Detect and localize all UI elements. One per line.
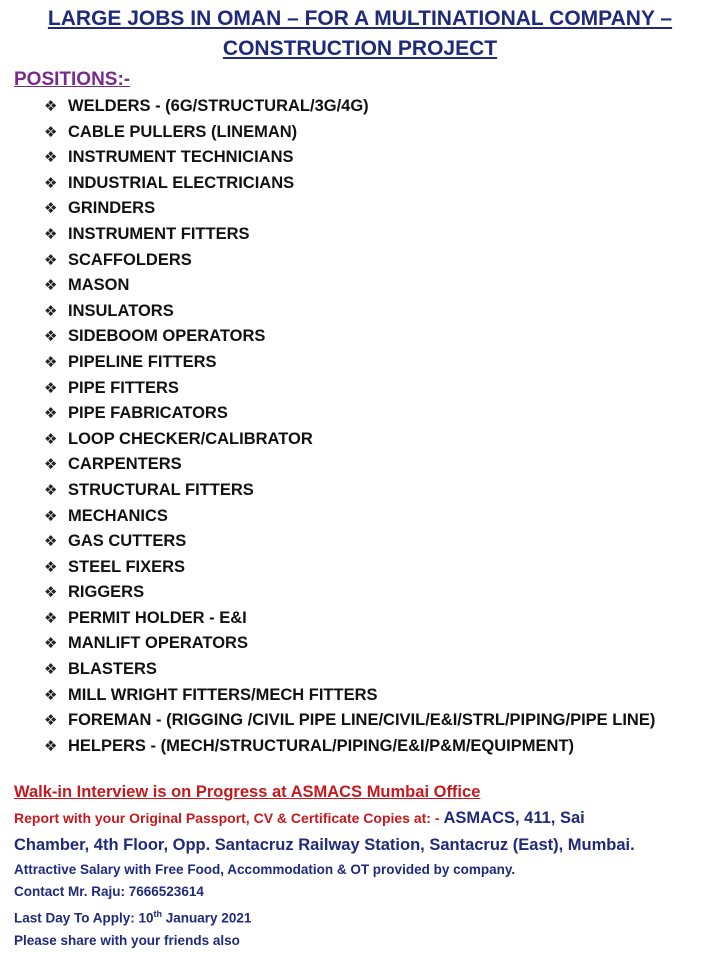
- diamond-bullet-icon: ❖: [44, 174, 58, 192]
- position-item: [44, 478, 720, 504]
- diamond-bullet-icon: ❖: [44, 507, 58, 525]
- position-label: MANLIFT OPERATORS: [68, 634, 248, 653]
- diamond-bullet-icon: ❖: [44, 481, 58, 499]
- position-label: CABLE PULLERS (LINEMAN): [68, 122, 298, 141]
- position-item: [44, 248, 720, 274]
- page-title: [10, 4, 710, 64]
- position-item: [44, 145, 720, 171]
- position-item: [44, 196, 720, 222]
- diamond-bullet-icon: ❖: [44, 328, 58, 346]
- diamond-bullet-icon: ❖: [44, 584, 58, 602]
- position-label: SIDEBOOM OPERATORS: [68, 327, 266, 346]
- last-day-suffix: January 2021: [162, 910, 252, 926]
- position-label: PIPELINE FITTERS: [68, 352, 217, 371]
- position-item: [44, 350, 720, 376]
- position-label: HELPERS - (MECH/STRUCTURAL/PIPING/E&I/P&M/EQUIPMENT): [68, 736, 575, 755]
- position-label: RIGGERS: [68, 583, 145, 602]
- position-label: INSTRUMENT TECHNICIANS: [68, 148, 294, 167]
- position-label: BLASTERS: [68, 660, 157, 679]
- position-item: [44, 222, 720, 248]
- report-prefix: Report with your Original Passport, CV & Certificate Copies at: -: [14, 810, 440, 827]
- diamond-bullet-icon: ❖: [44, 405, 58, 423]
- salary-info: Attractive Salary with Free Food, Accommodation & OT provided by company.: [14, 862, 516, 878]
- position-label: GAS CUTTERS: [68, 532, 187, 551]
- report-address-1: ASMACS, 411, Sai: [439, 809, 585, 828]
- report-instructions: [14, 805, 712, 859]
- walkin-notice: Walk-in Interview is on Progress at ASMACS Mumbai Office: [14, 783, 481, 802]
- last-day-sup: th: [153, 909, 163, 920]
- title-line-1: LARGE JOBS IN OMAN – FOR A MULTINATIONAL COMPANY –: [47, 7, 673, 30]
- position-label: INSULATORS: [68, 301, 174, 320]
- diamond-bullet-icon: ❖: [44, 277, 58, 295]
- position-label: INSTRUMENT FITTERS: [68, 224, 250, 243]
- diamond-bullet-icon: ❖: [44, 251, 58, 269]
- position-item: [44, 504, 720, 530]
- positions-heading: POSITIONS:-: [14, 69, 131, 90]
- diamond-bullet-icon: ❖: [44, 379, 58, 397]
- position-item: [44, 324, 720, 350]
- diamond-bullet-icon: ❖: [44, 149, 58, 167]
- positions-list: [0, 94, 720, 759]
- diamond-bullet-icon: ❖: [44, 661, 58, 679]
- title-line-2: CONSTRUCTION PROJECT: [222, 37, 498, 60]
- position-label: SCAFFOLDERS: [68, 250, 192, 269]
- share-note: Please share with your friends also: [14, 932, 240, 948]
- contact-info: Contact Mr. Raju: 7666523614: [14, 884, 204, 900]
- diamond-bullet-icon: ❖: [44, 533, 58, 551]
- position-item: [44, 171, 720, 197]
- footer: [0, 781, 720, 952]
- position-label: FOREMAN - (RIGGING /CIVIL PIPE LINE/CIVIL/E&I/STRL/PIPING/PIPE LINE): [68, 711, 656, 730]
- diamond-bullet-icon: ❖: [44, 686, 58, 704]
- position-label: GRINDERS: [68, 199, 156, 218]
- diamond-bullet-icon: ❖: [44, 353, 58, 371]
- last-day-prefix: Last Day To Apply: 10: [14, 910, 154, 926]
- diamond-bullet-icon: ❖: [44, 200, 58, 218]
- position-item: [44, 606, 720, 632]
- position-label: MASON: [68, 276, 130, 295]
- position-item: [44, 376, 720, 402]
- diamond-bullet-icon: ❖: [44, 430, 58, 448]
- position-item: [44, 734, 720, 760]
- diamond-bullet-icon: ❖: [44, 609, 58, 627]
- diamond-bullet-icon: ❖: [44, 98, 58, 115]
- position-item: [44, 580, 720, 606]
- position-item: [44, 452, 720, 478]
- position-item: [44, 683, 720, 709]
- diamond-bullet-icon: ❖: [44, 225, 58, 243]
- diamond-bullet-icon: ❖: [44, 123, 58, 141]
- position-item: [44, 273, 720, 299]
- position-label: MILL WRIGHT FITTERS/MECH FITTERS: [68, 685, 378, 704]
- report-address-2: Chamber, 4th Floor, Opp. Santacruz Railway Station, Santacruz (East), Mumbai.: [14, 836, 635, 855]
- position-label: PIPE FITTERS: [68, 378, 179, 397]
- diamond-bullet-icon: ❖: [44, 635, 58, 653]
- diamond-bullet-icon: ❖: [44, 712, 58, 730]
- position-label: PIPE FABRICATORS: [68, 404, 228, 423]
- position-label: LOOP CHECKER/CALIBRATOR: [68, 429, 313, 448]
- position-label: STEEL FIXERS: [68, 557, 186, 576]
- diamond-bullet-icon: ❖: [44, 302, 58, 320]
- last-day-info: [14, 903, 712, 930]
- position-item: [44, 708, 720, 734]
- diamond-bullet-icon: ❖: [44, 737, 58, 755]
- position-item: [44, 657, 720, 683]
- position-label: INDUSTRIAL ELECTRICIANS: [68, 173, 295, 192]
- position-label: MECHANICS: [68, 506, 168, 525]
- position-item: [44, 120, 720, 146]
- position-item: [44, 631, 720, 657]
- position-label: CARPENTERS: [68, 455, 182, 474]
- position-item: [44, 94, 720, 120]
- position-item: [44, 401, 720, 427]
- position-item: [44, 427, 720, 453]
- position-label: PERMIT HOLDER - E&I: [68, 608, 247, 627]
- position-item: [44, 529, 720, 555]
- position-label: WELDERS - (6G/STRUCTURAL/3G/4G): [68, 97, 369, 115]
- position-item: [44, 299, 720, 325]
- diamond-bullet-icon: ❖: [44, 558, 58, 576]
- position-item: [44, 555, 720, 581]
- position-label: STRUCTURAL FITTERS: [68, 480, 254, 499]
- diamond-bullet-icon: ❖: [44, 456, 58, 474]
